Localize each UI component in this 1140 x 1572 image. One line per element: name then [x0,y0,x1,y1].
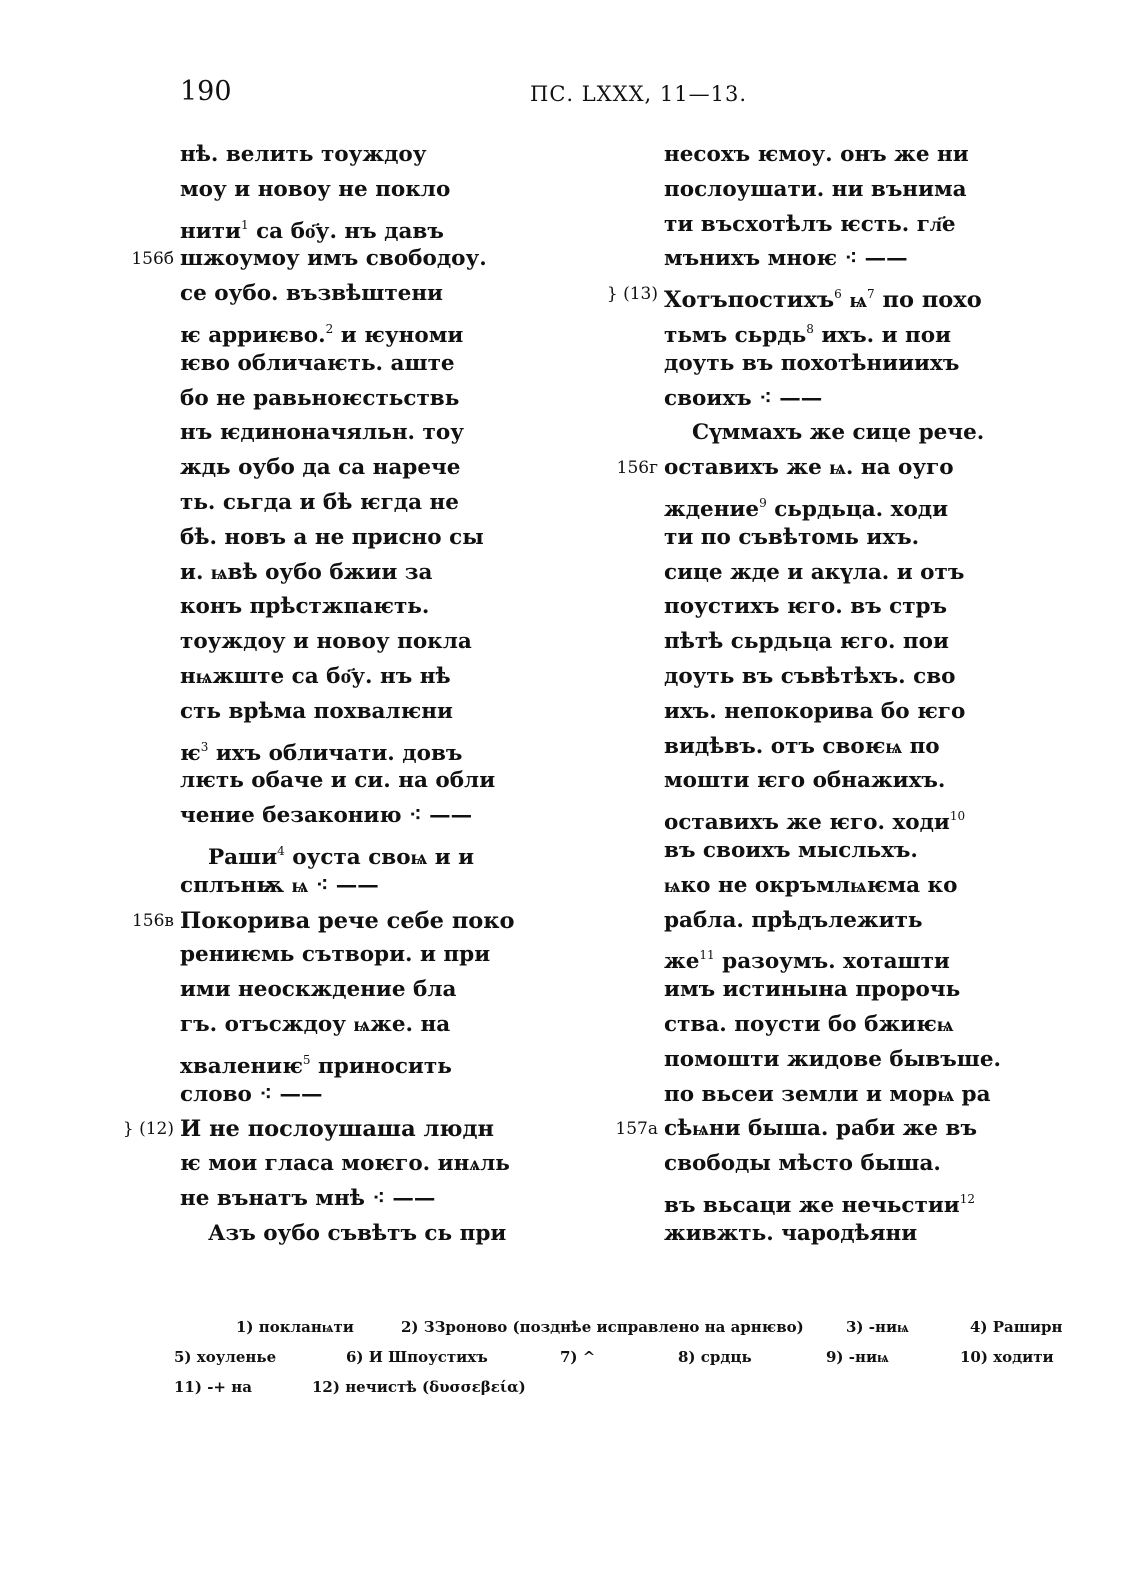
text-segment: ѥ [180,740,201,766]
footnote-row [170,1312,1070,1342]
text-line [664,799,984,834]
text-segment: сть врѣма похвалѥни [180,698,453,724]
text-line [664,1043,1001,1078]
text-line [664,938,984,973]
text-line [664,834,984,869]
text-segment: моу и новоу не покло [180,176,451,202]
text-segment: не вънатъ мнѣ ⁖ —— [180,1185,436,1211]
text-segment: ства. поусти бо бжиѥѩ [664,1011,954,1037]
text-line [180,382,500,417]
running-title: ПС. LXXX, 11—13. [530,82,747,106]
text-segment: ѥ мои гласа моѥго. инѧль [180,1151,510,1177]
text-line [664,173,984,208]
text-segment: ть. сьгда и бѣ ѥгда не [180,489,459,515]
page-number: 190 [180,76,232,107]
footnote: 8) срдць [678,1348,752,1366]
text-segment: мънихъ мноѥ ⁖ —— [664,246,908,272]
text-segment: сѣѩни быша. раби же въ [664,1116,977,1142]
text-segment: помошти жидове бывъше. [664,1046,1001,1072]
text-segment: нити [180,218,241,244]
margin-reference: 156в [131,910,174,931]
text-segment: хвалениѥ [180,1053,303,1079]
text-line [664,138,984,173]
text-segment: тьмъ сьрдь [664,322,807,348]
text-segment: Азъ оубо съвѣтъ сь при [208,1220,507,1246]
text-line [180,938,500,973]
text-segment: доуть въ съвѣтѣхъ. сво [664,663,956,689]
text-segment: пѣтѣ сьрдьца ѥго. пои [664,629,949,655]
text-line [180,1078,500,1113]
text-line [664,973,984,1008]
text-line [664,1147,984,1182]
text-segment: ими неоскждение бла [180,977,457,1003]
text-segment: и ѥуноми [333,322,464,348]
text-line [180,486,500,521]
margin-reference: } (13) [606,284,658,305]
text-segment: ѥво обличаѥть. аште [180,350,455,376]
text-line [664,242,984,277]
text-segment: чение безаконию ⁖ —— [180,803,473,829]
text-line [180,521,500,556]
margin-reference: } (12) [122,1119,174,1140]
margin-reference: 157а [615,1119,658,1140]
text-segment: слово ⁖ —— [180,1081,323,1107]
text-segment: сьрдьца. ходи [766,496,949,522]
text-line [131,904,515,939]
text-line [180,416,500,451]
text-line [664,382,984,417]
text-segment: Покорива рече себе поко [180,907,515,934]
footnote-marker: 3 [200,739,209,754]
text-line [180,451,500,486]
footnote-marker: 6 [834,287,842,302]
text-segment: оставихъ же ѩ. на оуго [664,455,954,481]
text-segment: рениѥмь сътвори. и при [180,942,491,968]
footnotes [170,1312,1070,1402]
text-line [180,799,500,834]
text-line [131,242,500,277]
text-segment: лѥть обаче и си. на обли [180,768,496,794]
footnote: 7) ^ [560,1348,596,1366]
text-line [180,660,500,695]
footnote: 10) ходити [960,1348,1054,1366]
text-segment: ѩ [841,287,868,314]
text-segment: разоумъ. хоташти [714,949,950,975]
text-segment: ждение [664,496,760,522]
text-line [664,486,984,521]
text-line [180,625,500,660]
text-segment: сице жде и акүла. и отъ [664,559,965,585]
text-line [664,208,984,243]
text-segment: живжть. чародѣяни [664,1220,918,1246]
text-line [180,973,500,1008]
text-line [664,869,984,904]
text-segment: И не послоушаша людн [180,1116,494,1143]
footnote: 4) Раширн [970,1318,1063,1336]
text-line [664,625,984,660]
text-line [180,730,500,765]
text-segment: ти въсхотѣлъ ѥсть. гл҃е [664,211,956,237]
footnote: 6) И Шпоустихъ [346,1348,488,1366]
footnote-marker: 9 [759,495,767,510]
text-segment: по похо [874,287,982,314]
text-segment: въ своихъ мысльхъ. [664,837,918,863]
text-line [180,590,500,625]
text-line [664,1078,991,1113]
text-line [664,1182,984,1217]
text-line [664,695,984,730]
text-line [664,590,984,625]
text-segment: свободы мѣсто быша. [664,1151,941,1177]
text-segment: нѩжште са бо҃у. нъ нѣ [180,663,451,689]
text-segment: оуста своѩ и и [284,844,475,870]
footnote-marker: 1 [240,217,249,232]
left-text-column [122,138,515,1252]
text-segment: бо не равьноѥстьствь [180,385,460,411]
text-line [664,904,984,939]
text-line [180,1147,510,1182]
footnote-marker: 10 [949,809,966,824]
text-segment: тоуждоу и новоу покла [180,629,472,655]
text-segment: оставихъ же ѥго. ходи [664,810,950,836]
text-segment: несохъ ѥмоу. онъ же ни [664,142,969,167]
margin-reference: 156б [131,249,174,270]
text-segment: по вьсеи земли и морѩ ра [664,1081,991,1107]
text-segment: шжоумоу имъ свободоу. [180,246,487,272]
text-segment: ѥ арриѥво. [180,322,326,348]
footnote: 11) -+ на [174,1378,252,1396]
text-line [180,1008,500,1043]
text-segment: ихъ обличати. довъ [208,740,463,766]
text-line [180,834,500,869]
text-segment: и. ѩвѣ оубо бжии за [180,559,433,585]
footnote: 5) хоуленье [174,1348,277,1366]
text-segment: послоушати. ни вънима [664,176,967,202]
margin-reference: 156г [616,458,658,479]
text-segment: са бо҃у. нъ давъ [248,218,444,244]
text-line [664,347,984,382]
text-segment: Хотъпостихъ [664,287,835,314]
text-segment: се оубо. възвѣштени [180,281,444,307]
text-segment: рабла. прѣдълежить [664,907,923,933]
text-segment: нъ ѥдиноначяльн. тоу [180,420,464,446]
text-segment: своихъ ⁖ —— [664,385,823,411]
text-segment: приносить [310,1053,452,1079]
text-line [180,556,500,591]
text-line [180,277,500,312]
footnote-marker: 7 [867,287,875,302]
text-line [180,208,500,243]
text-line [664,730,984,765]
text-segment: бѣ. новъ а не присно сы [180,524,484,550]
text-line [180,138,500,173]
text-segment: въ вьсаци же нечьстии [664,1192,960,1218]
text-line [180,347,500,382]
text-segment: гъ. отъсждоу ѩже. на [180,1011,451,1037]
text-line [615,1112,984,1147]
footnote: 3) -ниѩ [846,1318,909,1336]
text-line [180,1043,500,1078]
text-segment: ти по съвѣтомь ихъ. [664,524,920,550]
text-segment: ѩко не окръмлѩѥма ко [664,872,958,898]
text-line [180,173,500,208]
text-line [664,521,984,556]
text-segment: конъ прѣстжпаѥть. [180,594,430,620]
footnote-row [170,1342,1070,1372]
text-line [664,1008,984,1043]
text-line [664,312,984,347]
text-segment: доуть въ похотѣнииихъ [664,350,960,376]
text-line [664,416,984,451]
text-segment: ждь оубо да са нарече [180,455,461,481]
text-line [122,1112,500,1147]
text-segment: сплънѭ ѩ ⁖ —— [180,872,379,898]
text-line [180,1217,507,1252]
text-line [180,1182,500,1217]
footnote: 12) нечистѣ (δυσσεβεία) [312,1378,526,1396]
text-segment: нѣ. велить тоуждоу [180,142,427,167]
footnote: 9) -ниѩ [826,1348,889,1366]
text-line [616,451,984,486]
right-text-column [606,138,1001,1252]
footnote-marker: 4 [277,843,285,858]
text-line [180,312,500,347]
footnote-marker: 2 [325,321,334,336]
text-segment: видѣвъ. отъ своѥѩ по [664,733,940,759]
text-line [180,764,500,799]
footnote-marker: 8 [806,321,814,336]
text-segment: Сүммахъ же сице рече. [692,420,985,446]
text-segment: Раши [208,844,278,870]
text-segment: же [664,949,700,975]
footnote-marker: 12 [959,1191,975,1206]
text-line [180,869,500,904]
text-line [664,660,984,695]
text-segment: мошти ѥго обнажихъ. [664,768,946,794]
text-segment: имъ истинына пророчь [664,977,961,1003]
footnote-row [170,1372,1070,1402]
text-line [180,695,500,730]
text-line [664,1217,984,1252]
text-segment: ихъ. непокорива бо ѥго [664,698,966,724]
text-line [606,277,984,314]
text-line [664,556,984,591]
footnote: 2) ЗЗроново (позднѣе исправлено на арнѥво) [401,1318,804,1336]
text-line [664,764,984,799]
text-segment: поустихъ ѥго. въ стръ [664,594,948,620]
footnote-marker: 5 [302,1052,311,1067]
footnote: 1) покланѩти [236,1318,354,1336]
text-segment: ихъ. и пои [813,322,952,348]
footnote-marker: 11 [699,948,715,963]
